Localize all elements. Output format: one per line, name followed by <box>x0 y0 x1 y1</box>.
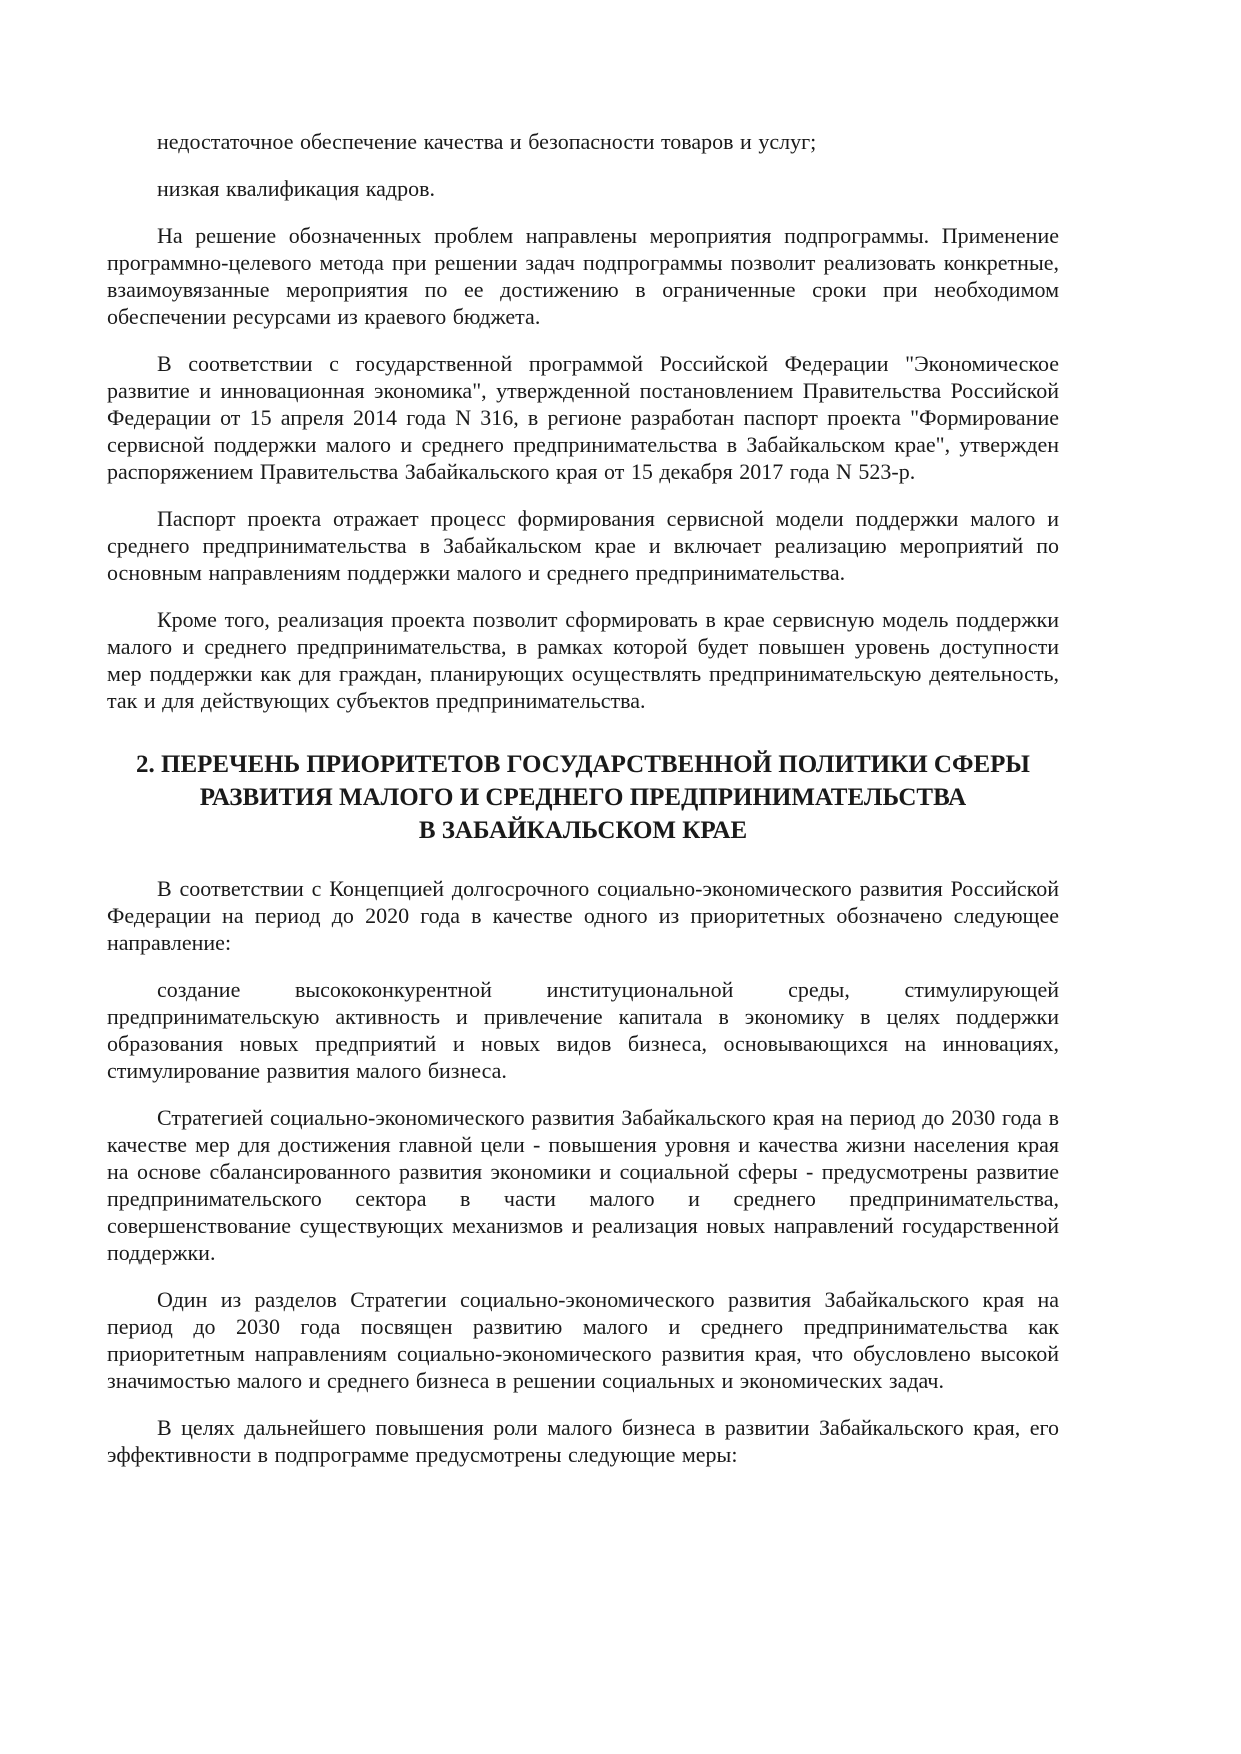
paragraph: создание высококонкурентной институциональной среды, стимулирующей предпринимательскую активность и привлечение капитала в экономику в целях поддержки образования новых предприятий и новых видов бизнеса, основывающихся на инновациях, стимулирование развития малого бизнеса. <box>107 977 1059 1083</box>
paragraph: В целях дальнейшего повышения роли малого бизнеса в развитии Забайкальского края, его эффективности в подпрограмме предусмотрены следующие меры: <box>107 1415 1059 1467</box>
paragraph: Стратегией социально-экономического развития Забайкальского края на период до 2030 года в качестве мер для достижения главной цели - повышения уровня и качества жизни населения края на основе сбалансированного развития экономики и социальной сферы - предусмотрены развитие предпринимательского сектора в части малого и среднего предпринимательства, совершенствование существующих механизмов и реализация новых направлений государственной поддержки. <box>107 1105 1059 1265</box>
paragraph: На решение обозначенных проблем направлены мероприятия подпрограммы. Применение программно-целевого метода при решении задач подпрограммы позволит реализовать конкретные, взаимоувязанные мероприятия по ее достижению в ограниченные сроки при необходимом обеспечении ресурсами из краевого бюджета. <box>107 223 1059 329</box>
paragraph: В соответствии с государственной программой Российской Федерации "Экономическое развитие и инновационная экономика", утвержденной постановлением Правительства Российской Федерации от 15 апреля 2014 года N 316, в регионе разработан паспорт проекта "Формирование сервисной поддержки малого и среднего предпринимательства в Забайкальском крае", утвержден распоряжением Правительства Забайкальского края от 15 декабря 2017 года N 523-р. <box>107 351 1059 484</box>
section-heading-line: 2. ПЕРЕЧЕНЬ ПРИОРИТЕТОВ ГОСУДАРСТВЕННОЙ ПОЛИТИКИ СФЕРЫ <box>136 751 1030 778</box>
paragraph: низкая квалификация кадров. <box>157 176 435 201</box>
section-heading-line: РАЗВИТИЯ МАЛОГО И СРЕДНЕГО ПРЕДПРИНИМАТЕЛЬСТВА <box>199 784 967 811</box>
paragraph: Один из разделов Стратегии социально-экономического развития Забайкальского края на период до 2030 года посвящен развитию малого и среднего предпринимательства как приоритетным направлениям социально-экономического развития края, что обусловлено высокой значимостью малого и среднего бизнеса в решении социальных и экономических задач. <box>107 1287 1059 1393</box>
section-heading-line: В ЗАБАЙКАЛЬСКОМ КРАЕ <box>418 817 748 844</box>
paragraph: В соответствии с Концепцией долгосрочного социально-экономического развития Российской Федерации на период до 2020 года в качестве одного из приоритетных обозначено следующее направление: <box>107 876 1059 955</box>
paragraph: недостаточное обеспечение качества и безопасности товаров и услуг; <box>157 129 817 154</box>
paragraph: Кроме того, реализация проекта позволит сформировать в крае сервисную модель поддержки малого и среднего предпринимательства, в рамках которой будет повышен уровень доступности мер поддержки как для граждан, планирующих осуществлять предпринимательскую деятельность, так и для действующих субъектов предпринимательства. <box>107 607 1059 713</box>
section-heading <box>107 748 1059 847</box>
paragraph: Паспорт проекта отражает процесс формирования сервисной модели поддержки малого и среднего предпринимательства в Забайкальском крае и включает реализацию мероприятий по основным направлениям поддержки малого и среднего предпринимательства. <box>107 506 1059 585</box>
